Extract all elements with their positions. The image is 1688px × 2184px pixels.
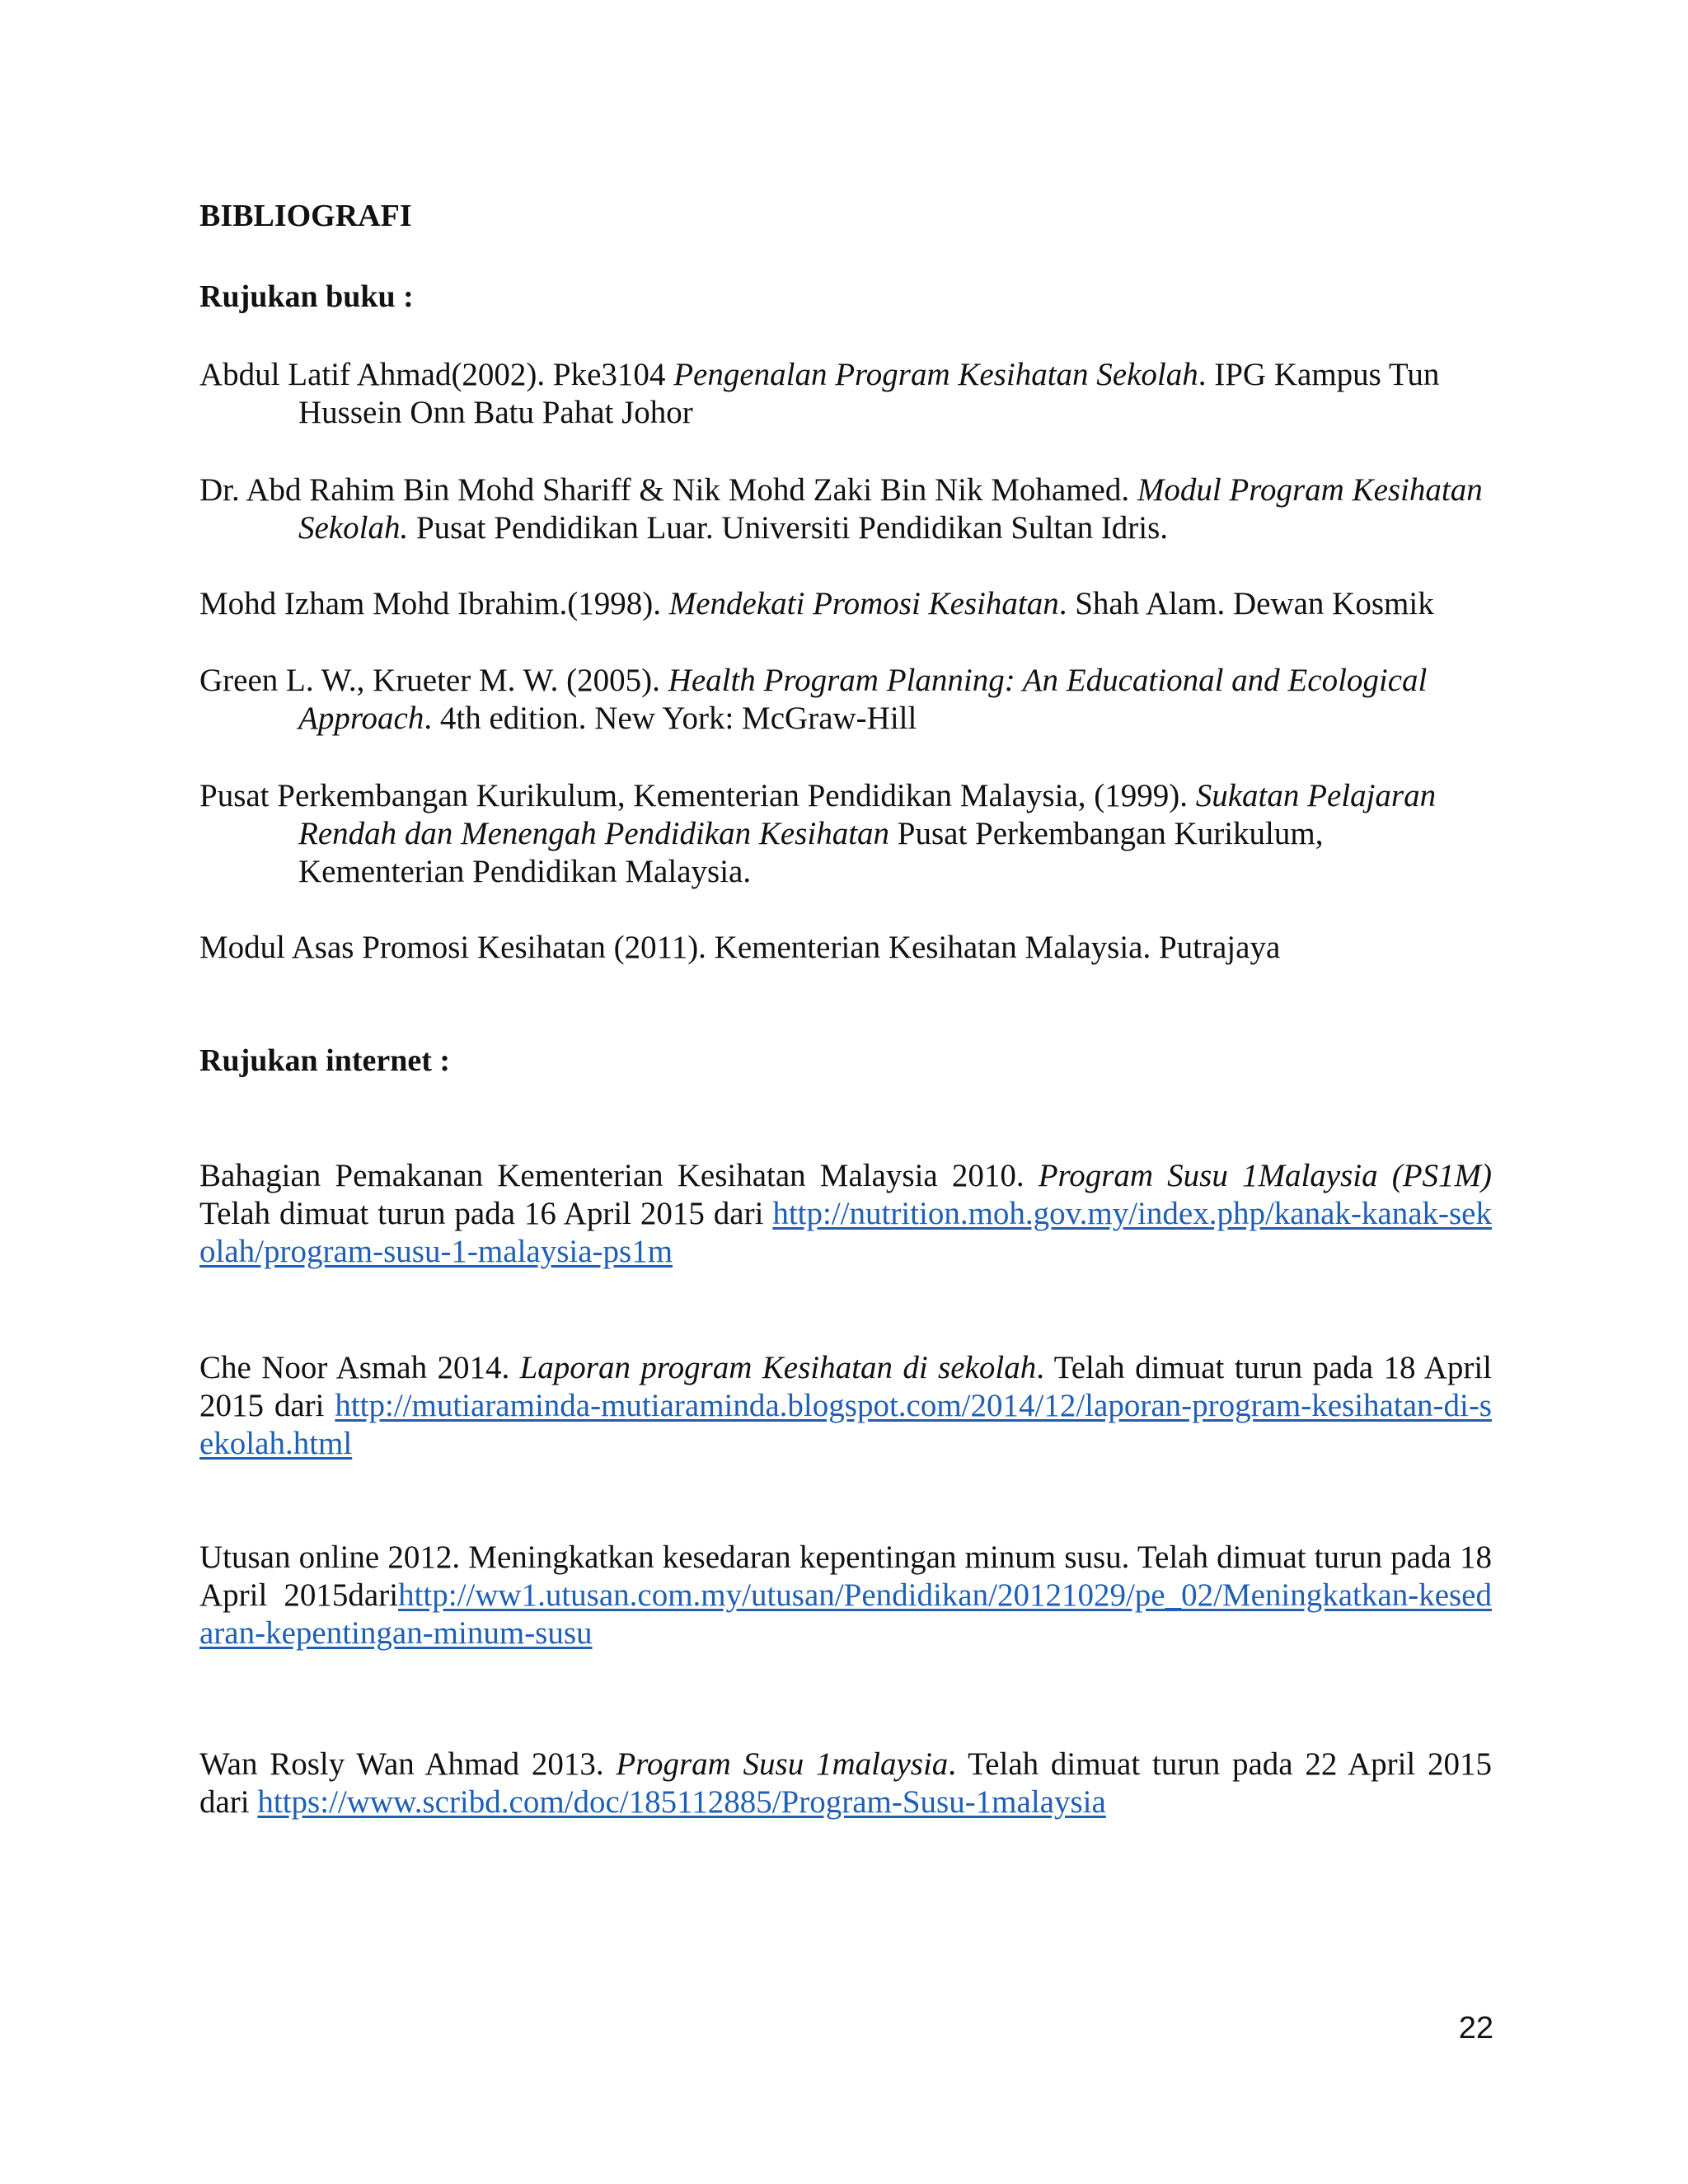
book-reference: Dr. Abd Rahim Bin Mohd Shariff & Nik Mohd Zaki Bin Nik Mohamed. Modul Program Kesihatan Sekolah. Pusat Pendidikan Luar. Universiti Pendidikan Sultan Idris. — [199, 472, 1483, 546]
book-reference: Modul Asas Promosi Kesihatan (2011). Kementerian Kesihatan Malaysia. Putrajaya — [199, 930, 1281, 965]
internet-section-heading: Rujukan internet : — [199, 1043, 451, 1078]
books-section-heading: Rujukan buku : — [199, 279, 414, 314]
book-reference: Mohd Izham Mohd Ibrahim.(1998). Mendekati Promosi Kesihatan. Shah Alam. Dewan Kosmik — [199, 586, 1434, 621]
internet-reference: Utusan online 2012. Meningkatkan kesedaran kepentingan minum susu. Telah dimuat turun pada 18 April 2015darihttp://ww1.utusan.com.my/utusan/Pendidikan/20121029/pe_02/Meningkatkan-kesedaran-kepentingan-minum-susu — [199, 1540, 1492, 1651]
page-title: BIBLIOGRAFI — [199, 199, 412, 233]
book-reference: Green L. W., Krueter M. W. (2005). Health Program Planning: An Educational and Ecological Approach. 4th edition. New York: McGraw-Hill — [199, 663, 1428, 736]
internet-reference: Che Noor Asmah 2014. Laporan program Kesihatan di sekolah. Telah dimuat turun pada 18 April 2015 dari http://mutiaraminda-mutiaraminda.blogspot.com/2014/12/laporan-program-kesihatan-di-sekolah.html — [199, 1350, 1493, 1461]
page-number: 22 — [1458, 2011, 1493, 2046]
reference-link[interactable]: http://mutiaraminda-mutiaraminda.blogspot.com/2014/12/laporan-program-kesihatan-di-sekolah.html — [199, 1388, 1492, 1461]
reference-link[interactable]: http://ww1.utusan.com.my/utusan/Pendidikan/20121029/pe_02/Meningkatkan-kesedaran-kepentingan-minum-susu — [199, 1577, 1492, 1651]
book-reference: Abdul Latif Ahmad(2002). Pke3104 Pengenalan Program Kesihatan Sekolah. IPG Kampus Tun Hussein Onn Batu Pahat Johor — [199, 357, 1440, 430]
reference-link[interactable]: https://www.scribd.com/doc/185112885/Program-Susu-1malaysia — [257, 1784, 1106, 1820]
book-reference: Pusat Perkembangan Kurikulum, Kementerian Pendidikan Malaysia, (1999). Sukatan Pelajaran Rendah dan Menengah Pendidikan Kesihatan Pusat Perkembangan Kurikulum, Kementerian Pendidikan Malaysia. — [199, 778, 1437, 889]
internet-reference: Wan Rosly Wan Ahmad 2013. Program Susu 1malaysia. Telah dimuat turun pada 22 April 2015 dari https://www.scribd.com/doc/185112885/Program-Susu-1malaysia — [199, 1746, 1492, 1820]
reference-link[interactable]: http://nutrition.moh.gov.my/index.php/kanak-kanak-sekolah/program-susu-1-malaysia-ps1m — [199, 1196, 1492, 1269]
internet-reference: Bahagian Pemakanan Kementerian Kesihatan Malaysia 2010. Program Susu 1Malaysia (PS1M) Telah dimuat turun pada 16 April 2015 dari http://nutrition.moh.gov.my/index.php/kanak-kanak-sekolah/program-susu-1-malaysia-ps1m — [199, 1158, 1492, 1269]
